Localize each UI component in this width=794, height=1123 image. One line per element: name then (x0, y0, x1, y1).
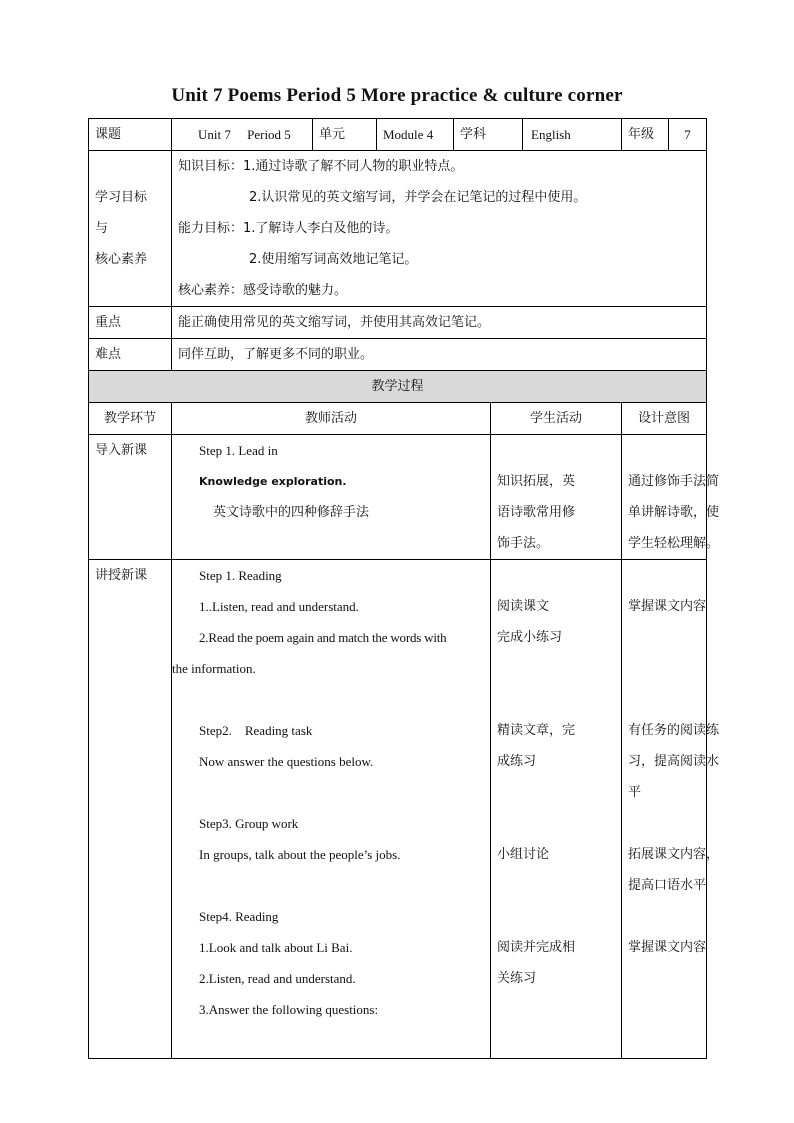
objective-line: 知识目标：1.通过诗歌了解不同人物的职业特点。 (178, 159, 464, 174)
column-header-teacher: 教师活动 (172, 403, 491, 435)
lesson-plan-table (88, 118, 720, 1059)
column-header-stage: 教学环节 (89, 403, 172, 435)
lead-in-student: 知识拓展，英 语诗歌常用修 饰手法。 (491, 435, 622, 560)
column-header-intent: 设计意图 (622, 403, 707, 435)
teacher-step-line: Step3. Group work (199, 816, 299, 831)
new-lesson-stage: 讲授新课 (89, 560, 172, 1059)
new-lesson-intent: 掌握课文内容 有任务的阅读练 习，提高阅读水 平 拓展课文内容， 提高口语水平 掌握课文内容 (622, 560, 707, 1059)
objective-line: 能力目标：1.了解诗人李白及他的诗。 (178, 221, 399, 236)
document-title: Unit 7 Poems Period 5 More practice & culture corner (171, 85, 623, 106)
key-point-value: 能正确使用常见的英文缩写词，并使用其高效记笔记。 (172, 307, 707, 339)
objectives-content (172, 151, 707, 307)
grade-label: 年级 (622, 119, 669, 150)
teacher-step-line: Now answer the questions below. (199, 754, 374, 769)
subject-value: English (523, 119, 622, 151)
lead-in-intent: 通过修饰手法简 单讲解诗歌，使 学生轻松理解。 (622, 435, 707, 560)
objective-line: 2.使用缩写词高效地记笔记。 (249, 252, 418, 267)
grade-value: 7 (684, 127, 691, 142)
course-value: Unit 7 Period 5 (172, 119, 313, 151)
unit-label: 单元 (313, 119, 377, 151)
unit-value: Module 4 (377, 119, 454, 151)
course-label: 课题 (89, 119, 172, 151)
key-point-label: 重点 (89, 307, 172, 339)
lead-in-teacher: Step 1. Lead in Knowledge exploration. 英文诗歌中的四种修辞手法 (172, 435, 491, 560)
new-lesson-student: 阅读课文 完成小练习 精读文章，完 成练习 小组讨论 阅读并完成相 关练习 (491, 560, 622, 1059)
teacher-step-line: Step4. Reading (199, 909, 279, 924)
process-heading: 教学过程 (89, 371, 707, 403)
difficulty-label: 难点 (89, 339, 172, 371)
teacher-step-line: 1.Look and talk about Li Bai. (199, 940, 353, 955)
teacher-step-line: 2.Listen, read and understand. (199, 971, 356, 986)
objective-line: 2.认识常见的英文缩写词，并学会在记笔记的过程中使用。 (249, 190, 587, 205)
column-header-student: 学生活动 (491, 403, 622, 435)
teacher-step-line: Step 1. Reading (199, 568, 282, 583)
lead-in-stage: 导入新课 (89, 435, 172, 560)
teacher-step-line: the information. (172, 661, 256, 676)
teacher-step-line: In groups, talk about the people’s jobs. (199, 847, 401, 862)
difficulty-value: 同伴互助，了解更多不同的职业。 (172, 339, 707, 371)
teacher-step-line: 3.Answer the following questions: (199, 1002, 379, 1017)
objective-line: 核心素养：感受诗歌的魅力。 (178, 283, 348, 298)
teacher-step-line: 2.Read the poem again and match the words with (199, 630, 447, 645)
new-lesson-teacher (172, 560, 491, 1059)
objectives-label: 学习目标 与 核心素养 (89, 151, 172, 307)
teacher-step-line: Step2. Reading task (199, 723, 313, 738)
teacher-step-line: 1..Listen, read and understand. (199, 599, 359, 614)
subject-label: 学科 (454, 119, 523, 151)
